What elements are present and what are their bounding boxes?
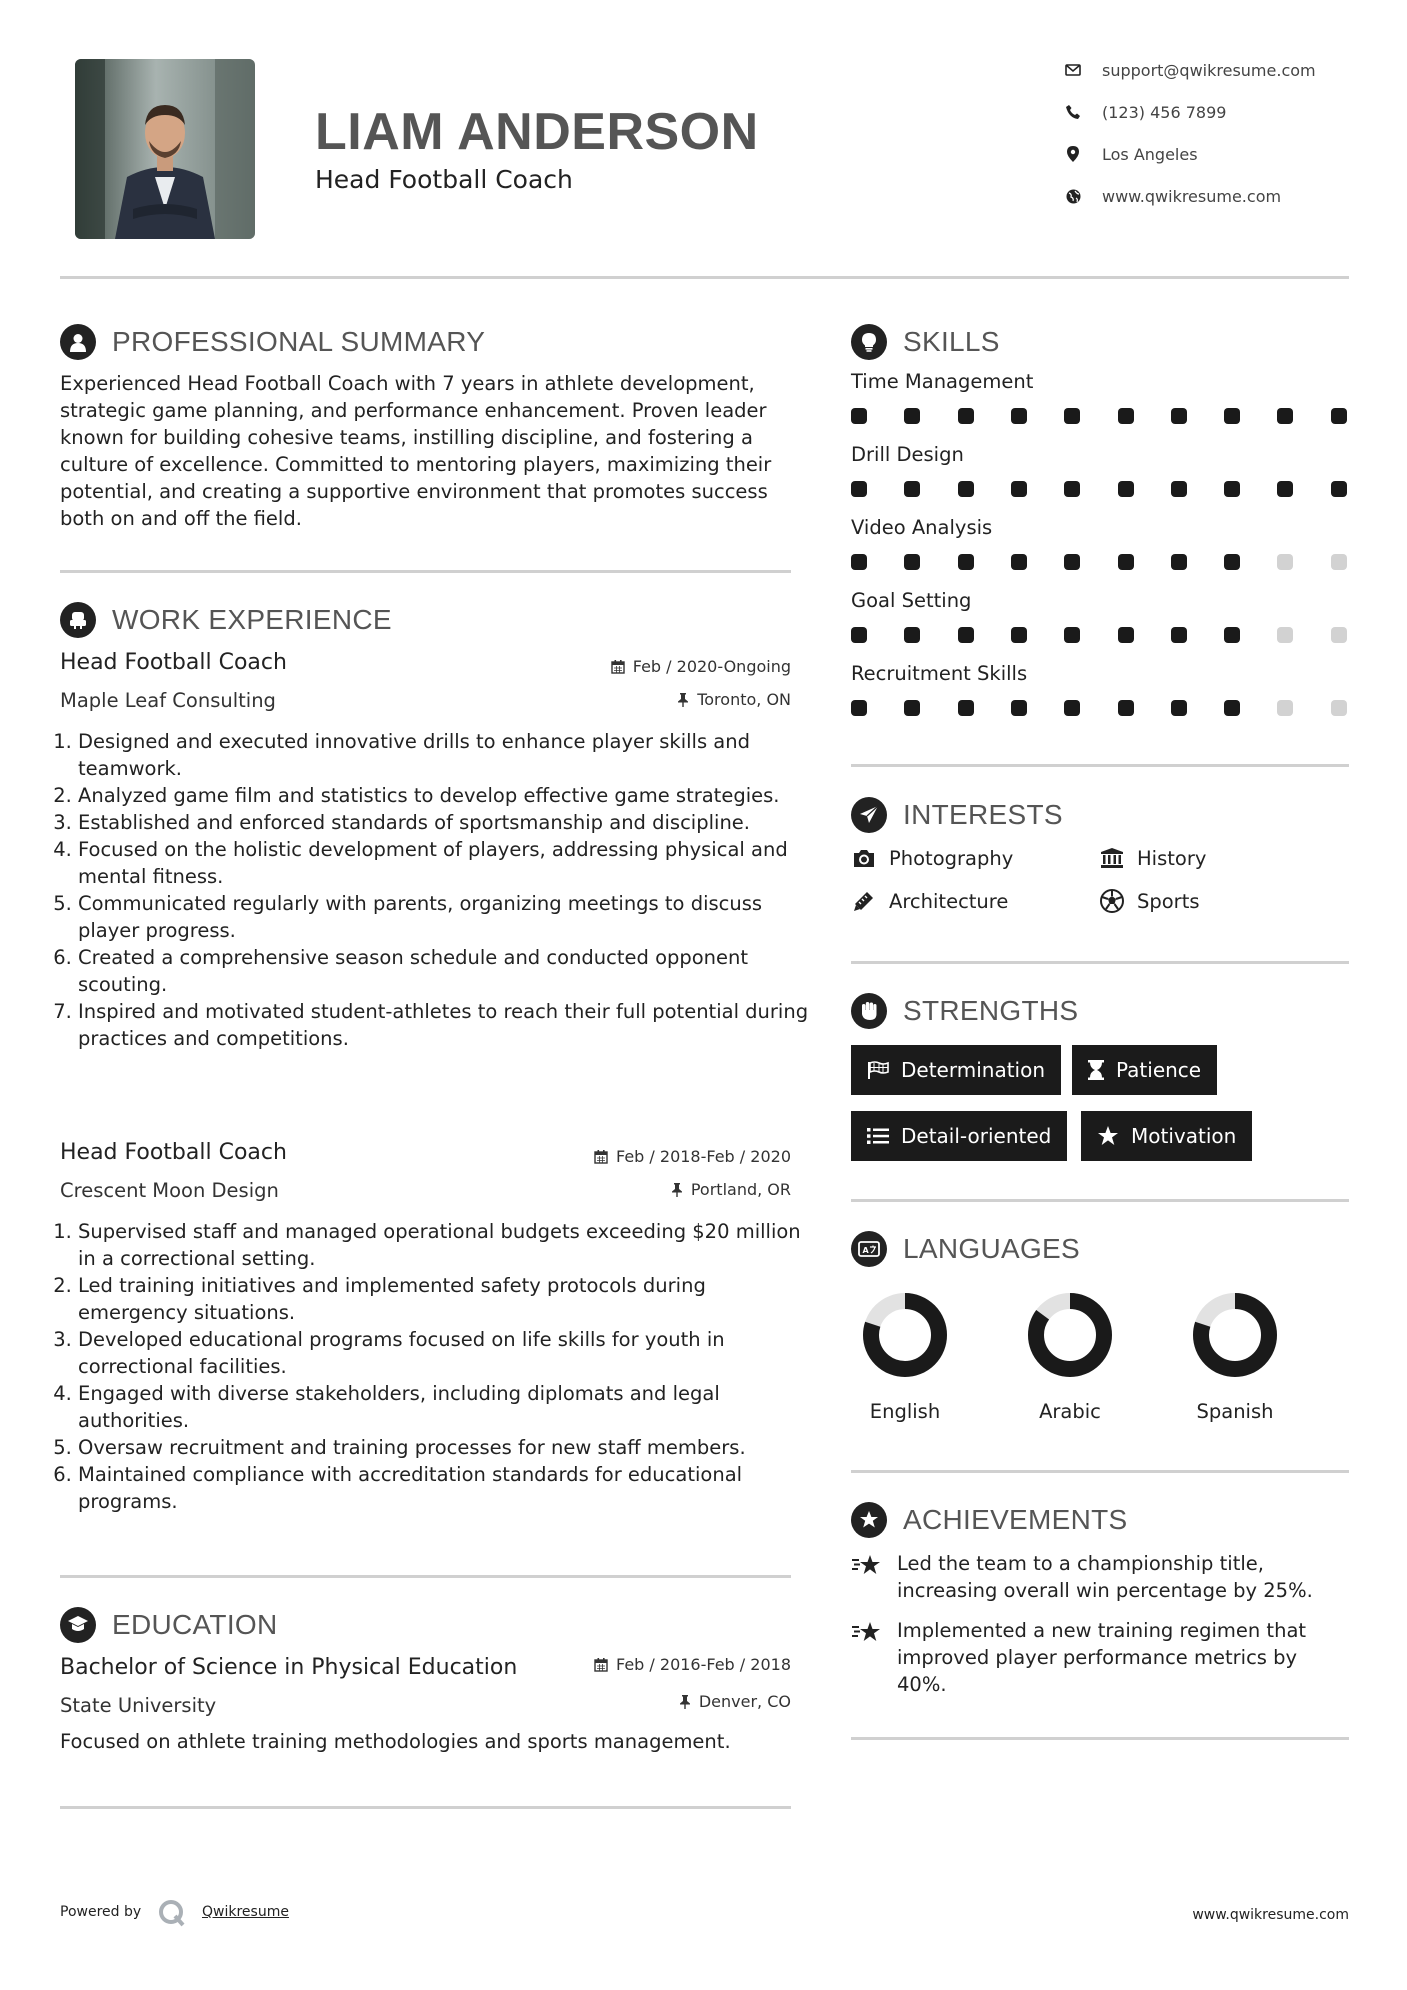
rating-dot-filled [904, 554, 920, 570]
museum-icon [1099, 845, 1125, 871]
job-2-bullet: 4. Engaged with diverse stakeholders, including diplomats and legal authorities. [78, 1380, 818, 1434]
degree-title: Bachelor of Science in Physical Education [60, 1655, 518, 1680]
rating-dot-filled [1171, 627, 1187, 643]
job-1-bullet: 6. Created a comprehensive season schedule and conducted opponent scouting. [78, 944, 818, 998]
strength-label: Determination [901, 1058, 1046, 1082]
location-pin-icon [1062, 143, 1084, 165]
job-1-title: Head Football Coach [60, 650, 287, 675]
skills-section-header [851, 322, 1000, 362]
job-2-bullet: 5. Oversaw recruitment and training processes for new staff members. [78, 1434, 818, 1461]
rating-dot-filled [1224, 554, 1240, 570]
graduate-icon [60, 1607, 96, 1643]
education-description: Focused on athlete training methodologies and sports management. [60, 1730, 731, 1753]
contact-location-text: Los Angeles [1102, 144, 1198, 164]
work-heading: WORK EXPERIENCE [112, 604, 392, 635]
calendar-icon [594, 1658, 608, 1672]
rating-dot-filled [1171, 554, 1187, 570]
contact-phone-text: (123) 456 7899 [1102, 102, 1227, 122]
trophy-star-icon [851, 1617, 885, 1698]
rating-dot-filled [851, 700, 867, 716]
rating-dot-filled [904, 700, 920, 716]
strength-motivation [1081, 1111, 1252, 1161]
summary-text: Experienced Head Football Coach with 7 years in athlete development, strategic game planning, and performance enhancement. Proven leader known for building cohesive teams, instilling discipline, and fostering a culture of excellence. Committed to mentoring players, maximizing their potential, and creating a supportive environment that promotes success both on and off the field. [60, 372, 772, 530]
rating-dot-filled [904, 627, 920, 643]
strength-label: Motivation [1131, 1124, 1237, 1148]
profile-photo [75, 59, 255, 239]
rating-dot-filled [1277, 481, 1293, 497]
skills-divider [851, 764, 1349, 767]
globe-icon [1062, 185, 1084, 207]
qwikresume-link[interactable]: Qwikresume [202, 1904, 289, 1920]
job-2-bullet: 2. Led training initiatives and implemented safety protocols during emergency situations. [78, 1272, 818, 1326]
contact-phone[interactable] [1062, 100, 1226, 124]
language-item [1175, 1290, 1295, 1423]
rating-dot-filled [1118, 554, 1134, 570]
skill-name: Time Management [851, 370, 1034, 393]
paper-plane-icon [851, 797, 887, 833]
languages-list [851, 1290, 1349, 1430]
rating-dot-filled [851, 627, 867, 643]
soccer-ball-icon [1099, 888, 1125, 914]
skill-rating [851, 554, 1351, 570]
contact-website-text: www.qwikresume.com [1102, 186, 1282, 206]
rating-dot-filled [1331, 408, 1347, 424]
interests-divider [851, 961, 1349, 964]
star-icon [1097, 1126, 1119, 1146]
interest-label: Architecture [889, 889, 1009, 913]
job-1-bullet: 1. Designed and executed innovative drills to enhance player skills and teamwork. [78, 728, 818, 782]
skill-rating [851, 408, 1351, 424]
job-2-date [480, 1147, 791, 1166]
job-2-title: Head Football Coach [60, 1140, 287, 1165]
achievement-text: Implemented a new training regimen that improved player performance metrics by 40%. [897, 1619, 1307, 1696]
summary-divider [60, 570, 791, 573]
rating-dot-filled [1011, 481, 1027, 497]
job-2-location [480, 1180, 791, 1199]
rating-dot-filled [1011, 700, 1027, 716]
contact-email-text: support@qwikresume.com [1102, 60, 1316, 80]
translate-icon [851, 1231, 887, 1267]
rating-dot-filled [1171, 700, 1187, 716]
rating-dot-empty [1277, 627, 1293, 643]
lightbulb-icon [851, 324, 887, 360]
candidate-name: LIAM ANDERSON [315, 103, 759, 161]
qwikresume-logo-icon [158, 1899, 186, 1927]
language-item [845, 1290, 965, 1423]
skill-name: Recruitment Skills [851, 662, 1028, 685]
skill-name: Video Analysis [851, 516, 993, 539]
job-2-company: Crescent Moon Design [60, 1179, 279, 1202]
rating-dot-filled [1171, 408, 1187, 424]
rating-dot-filled [851, 481, 867, 497]
job-2-location-text: Portland, OR [690, 1180, 791, 1199]
badge-star-icon [851, 1502, 887, 1538]
trophy-star-icon [851, 1550, 885, 1604]
achievement-item [851, 1617, 1349, 1698]
strength-detail-oriented [851, 1111, 1067, 1161]
rating-dot-filled [1064, 481, 1080, 497]
calendar-icon [611, 660, 625, 674]
briefcase-icon [60, 602, 96, 638]
pushpin-icon [679, 1695, 691, 1709]
rating-dot-filled [1277, 408, 1293, 424]
job-2-bullet: 3. Developed educational programs focused on life skills for youth in correctional facilities. [78, 1326, 818, 1380]
achievements-section-header [851, 1500, 1128, 1540]
strengths-divider [851, 1199, 1349, 1202]
job-2-date-text: Feb / 2018-Feb / 2020 [616, 1147, 791, 1166]
school-name: State University [60, 1694, 217, 1717]
job-1-company: Maple Leaf Consulting [60, 689, 276, 712]
rating-dot-empty [1331, 700, 1347, 716]
calendar-icon [594, 1150, 608, 1164]
language-name: English [869, 1400, 941, 1423]
rating-dot-filled [851, 408, 867, 424]
education-heading: EDUCATION [112, 1609, 278, 1640]
interest-photography [851, 845, 1013, 871]
strengths-heading: STRENGTHS [903, 995, 1079, 1026]
interest-sports [1099, 888, 1200, 914]
svg-text:A: A [862, 1246, 869, 1255]
skill-rating [851, 627, 1351, 643]
job-2-bullets [60, 1218, 818, 1515]
education-divider [60, 1806, 791, 1809]
rating-dot-filled [1118, 481, 1134, 497]
work-divider [60, 1575, 791, 1578]
interest-label: Photography [889, 846, 1014, 870]
rating-dot-filled [1118, 700, 1134, 716]
job-1-bullet: 5. Communicated regularly with parents, organizing meetings to discuss player progress. [78, 890, 818, 944]
achievement-text: Led the team to a championship title, increasing overall win percentage by 25%. [897, 1552, 1313, 1602]
job-1-date-text: Feb / 2020-Ongoing [632, 657, 791, 676]
rating-dot-filled [1171, 481, 1187, 497]
achievement-item [851, 1550, 1349, 1604]
skills-heading: SKILLS [903, 326, 1000, 357]
language-name: Spanish [1196, 1400, 1274, 1423]
languages-section-header [851, 1229, 1080, 1269]
user-icon [60, 324, 96, 360]
summary-heading: PROFESSIONAL SUMMARY [112, 326, 486, 357]
powered-by-text: Powered by [60, 1904, 142, 1920]
job-1-bullet: 4. Focused on the holistic development of players, addressing physical and mental fitness. [78, 836, 818, 890]
languages-heading: LANGUAGES [903, 1233, 1080, 1264]
rating-dot-filled [958, 627, 974, 643]
rating-dot-filled [958, 554, 974, 570]
education-date [480, 1655, 791, 1674]
fist-icon [851, 993, 887, 1029]
flag-icon [867, 1061, 889, 1079]
candidate-title: Head Football Coach [315, 165, 573, 194]
contact-location [1062, 142, 1198, 166]
education-location-text: Denver, CO [698, 1692, 791, 1711]
strengths-section-header [851, 991, 1078, 1031]
rating-dot-filled [1224, 700, 1240, 716]
strength-determination [851, 1045, 1061, 1095]
language-proficiency-ring [1025, 1290, 1115, 1380]
camera-icon [851, 845, 877, 871]
job-1-bullets [60, 728, 818, 1052]
rating-dot-empty [1331, 554, 1347, 570]
rating-dot-empty [1277, 554, 1293, 570]
work-section-header [60, 600, 392, 640]
rating-dot-filled [851, 554, 867, 570]
footer-website[interactable]: www.qwikresume.com [1192, 1907, 1349, 1923]
job-1-bullet: 2. Analyzed game film and statistics to develop effective game strategies. [78, 782, 818, 809]
rating-dot-filled [1224, 627, 1240, 643]
achievements-divider [851, 1737, 1349, 1740]
rating-dot-filled [1224, 481, 1240, 497]
skills-list [851, 370, 1349, 730]
strength-label: Patience [1116, 1058, 1202, 1082]
education-section-header [60, 1605, 278, 1645]
rating-dot-filled [1011, 554, 1027, 570]
rating-dot-filled [1224, 408, 1240, 424]
language-item [1010, 1290, 1130, 1423]
summary-section-header [60, 322, 485, 362]
pushpin-icon [677, 693, 689, 707]
interest-architecture [851, 888, 1008, 914]
rating-dot-filled [1064, 627, 1080, 643]
rating-dot-filled [958, 700, 974, 716]
language-name: Arabic [1039, 1400, 1101, 1423]
skill-rating [851, 700, 1351, 716]
skill-rating [851, 481, 1351, 497]
ruler-pencil-icon [851, 888, 877, 914]
rating-dot-filled [1331, 481, 1347, 497]
job-2-bullet: 6. Maintained compliance with accreditation standards for educational programs. [78, 1461, 818, 1515]
contact-email[interactable] [1062, 58, 1316, 82]
rating-dot-filled [958, 408, 974, 424]
interest-label: Sports [1137, 889, 1200, 913]
interest-label: History [1137, 846, 1207, 870]
rating-dot-empty [1331, 627, 1347, 643]
interests-section-header [851, 795, 1063, 835]
rating-dot-filled [1118, 627, 1134, 643]
strength-patience [1072, 1045, 1217, 1095]
job-1-location [480, 690, 791, 709]
interests-heading: INTERESTS [903, 799, 1063, 830]
rating-dot-filled [1064, 554, 1080, 570]
phone-icon [1062, 101, 1084, 123]
rating-dot-empty [1277, 700, 1293, 716]
job-1-date [480, 657, 791, 676]
pushpin-icon [671, 1183, 683, 1197]
achievements-heading: ACHIEVEMENTS [903, 1504, 1128, 1535]
hourglass-icon [1088, 1060, 1104, 1080]
rating-dot-filled [1011, 408, 1027, 424]
header-divider [60, 276, 1349, 279]
rating-dot-filled [958, 481, 974, 497]
education-date-text: Feb / 2016-Feb / 2018 [616, 1655, 791, 1674]
job-1-bullet: 7. Inspired and motivated student-athletes to reach their full potential during practices and competitions. [78, 998, 818, 1052]
education-location [480, 1692, 791, 1711]
interest-history [1099, 845, 1206, 871]
strength-label: Detail-oriented [901, 1124, 1052, 1148]
rating-dot-filled [904, 481, 920, 497]
languages-divider [851, 1470, 1349, 1473]
rating-dot-filled [1011, 627, 1027, 643]
job-2-bullet: 1. Supervised staff and managed operational budgets exceeding $20 million in a correctional setting. [78, 1218, 818, 1272]
skill-name: Drill Design [851, 443, 964, 466]
job-1-bullet: 3. Established and enforced standards of sportsmanship and discipline. [78, 809, 818, 836]
job-1-location-text: Toronto, ON [697, 690, 791, 709]
envelope-icon [1062, 59, 1084, 81]
rating-dot-filled [904, 408, 920, 424]
rating-dot-filled [1064, 700, 1080, 716]
language-proficiency-ring [1190, 1290, 1280, 1380]
rating-dot-filled [1064, 408, 1080, 424]
language-proficiency-ring [860, 1290, 950, 1380]
list-icon [867, 1127, 889, 1145]
rating-dot-filled [1118, 408, 1134, 424]
contact-website[interactable] [1062, 184, 1281, 208]
skill-name: Goal Setting [851, 589, 972, 612]
